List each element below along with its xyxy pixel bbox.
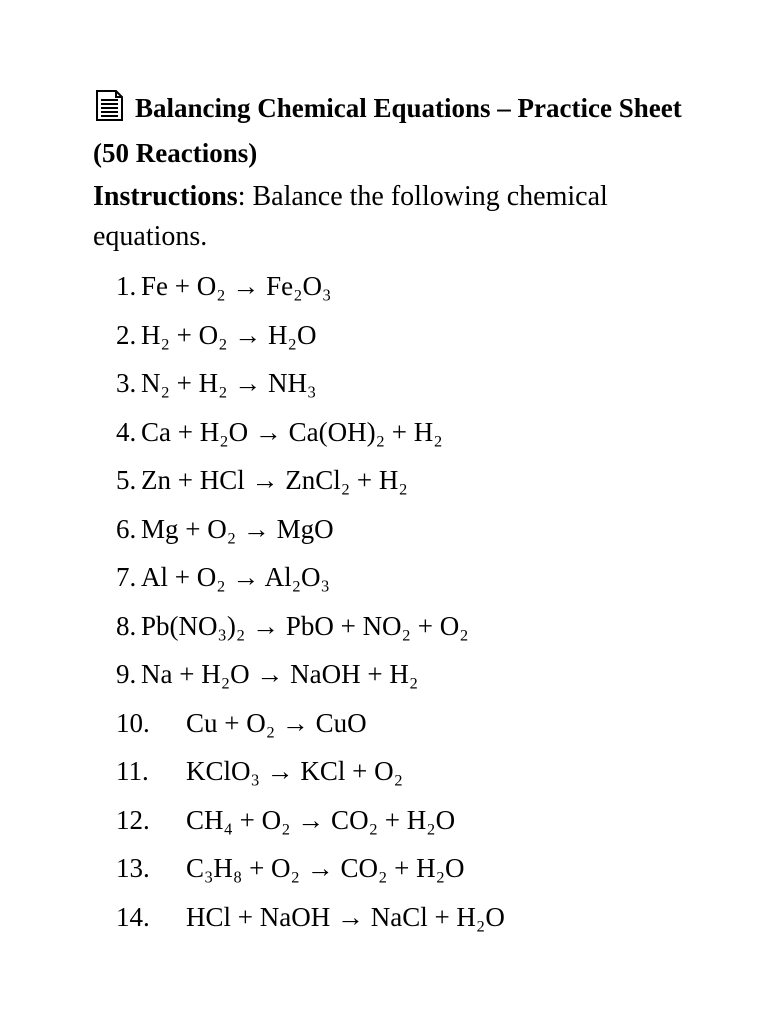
- equation-number: 10.: [116, 707, 150, 738]
- equation-text: Pb(NO₃)₂ → PbO + NO₂ + O₂: [141, 610, 469, 641]
- equation-number: 14.: [116, 901, 150, 932]
- equation-text: H₂ + O₂ → H₂O: [141, 319, 317, 350]
- equation-item: [0, 313, 768, 362]
- equation-item: [0, 895, 768, 944]
- equation-number: 2.: [116, 319, 137, 350]
- equation-item: [0, 652, 768, 701]
- equation-list: [0, 264, 768, 943]
- equation-text: Mg + O₂ → MgO: [141, 513, 334, 544]
- equation-text: Na + H₂O → NaOH + H₂: [141, 659, 419, 689]
- page-title-text: Balancing Chemical Equations – Practice Sheet (50 Reactions): [93, 93, 682, 168]
- document-icon: [93, 89, 126, 133]
- equation-item: [0, 458, 768, 507]
- equation-item: [0, 361, 768, 410]
- equation-item: [0, 701, 768, 750]
- equation-text: N₂ + H₂ → NH₃: [141, 368, 317, 398]
- equation-item: [0, 749, 768, 798]
- equation-text: CH₄ + O₂ → CO₂ + H₂O: [186, 804, 456, 835]
- equation-item: [0, 507, 768, 556]
- instructions: [93, 177, 713, 257]
- equation-number: 5.: [116, 465, 137, 495]
- equation-number: 11.: [116, 756, 149, 786]
- equation-item: [0, 846, 768, 895]
- equation-item: [0, 798, 768, 847]
- equation-text: C₃H₈ + O₂ → CO₂ + H₂O: [186, 853, 465, 883]
- equation-number: 6.: [116, 513, 137, 544]
- equation-number: 9.: [116, 659, 137, 689]
- instructions-label: Instructions: [93, 181, 238, 212]
- equation-number: 1.: [116, 271, 137, 301]
- equation-item: [0, 410, 768, 459]
- equation-number: 3.: [116, 368, 137, 398]
- equation-number: 7.: [116, 562, 137, 592]
- equation-text: Fe + O₂ → Fe₂O₃: [141, 271, 332, 301]
- equation-text: Zn + HCl → ZnCl₂ + H₂: [141, 465, 408, 495]
- equation-number: 13.: [116, 853, 150, 883]
- instructions-text: : Balance the following chemical equations.: [93, 181, 608, 252]
- equation-item: [0, 604, 768, 653]
- equation-text: KClO₃ → KCl + O₂: [186, 756, 404, 786]
- equation-text: Al + O₂ → Al₂O₃: [141, 562, 330, 592]
- equation-number: 8.: [116, 610, 137, 641]
- equation-text: Ca + H₂O → Ca(OH)₂ + H₂: [141, 416, 443, 447]
- equation-text: Cu + O₂ → CuO: [186, 707, 367, 738]
- equation-number: 12.: [116, 804, 150, 835]
- equation-item: [0, 264, 768, 313]
- equation-item: [0, 555, 768, 604]
- page-title: [93, 88, 713, 173]
- equation-text: HCl + NaOH → NaCl + H₂O: [186, 901, 505, 932]
- equation-number: 4.: [116, 416, 137, 447]
